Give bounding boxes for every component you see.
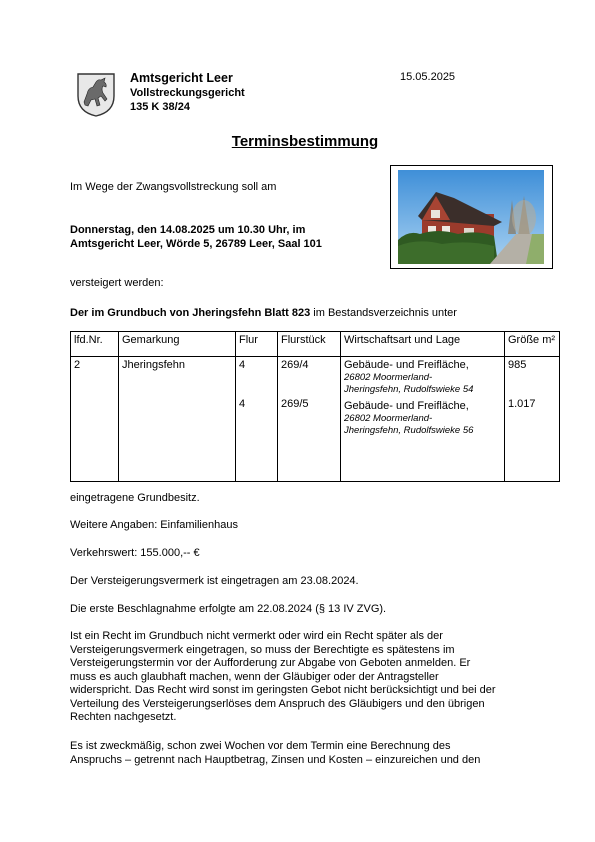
- property-table: [70, 331, 560, 482]
- col-header-lage: Wirtschaftsart und Lage: [341, 332, 505, 357]
- col-header-flur: Flur: [236, 332, 278, 357]
- cell-groesse: 985 1.017: [505, 357, 560, 482]
- property-photo-frame: [390, 165, 553, 269]
- col-header-groesse: Größe m²: [505, 332, 560, 357]
- seizure-note: Die erste Beschlagnahme erfolgte am 22.08.2024 (§ 13 IV ZVG).: [70, 603, 387, 615]
- court-department: Vollstreckungsgericht: [130, 87, 245, 99]
- auction-text: versteigert werden:: [70, 277, 164, 289]
- cell-flurstueck: 269/4 269/5: [278, 357, 341, 482]
- claim-paragraph: Es ist zweckmäßig, schon zwei Wochen vor dem Termin eine Berechnung des Anspruchs – getrennt nach Hauptbetrag, Zinsen und Kosten – einzureichen und den: [70, 740, 481, 766]
- intro-text: Im Wege der Zwangsvollstreckung soll am: [70, 181, 277, 193]
- house-photo: [398, 170, 544, 264]
- after-table-text: eingetragene Grundbesitz.: [70, 492, 200, 504]
- land-register-reference: Der im Grundbuch von Jheringsfehn Blatt 823: [70, 307, 311, 319]
- court-name: Amtsgericht Leer: [130, 71, 233, 85]
- appointment-location: Amtsgericht Leer, Wörde 5, 26789 Leer, Saal 101: [70, 238, 322, 250]
- col-header-flurstueck: Flurstück: [278, 332, 341, 357]
- cell-gemarkung: Jheringsfehn: [119, 357, 236, 482]
- further-details: Weitere Angaben: Einfamilienhaus: [70, 519, 238, 531]
- rights-paragraph: Ist ein Recht im Grundbuch nicht vermerkt oder wird ein Recht später als der Versteigerungsvermerk eingetragen, so muss der Berechtigte es spätestens im Versteigerungstermin vor der Aufforderung zur Abgabe von Geboten anmelden. Er muss es auch glaubhaft machen, wenn der Gläubiger oder der Antragsteller widerspricht. Das Recht wird sonst im geringsten Gebot nicht berücksichtigt und bei der Verteilung des Versteigerungserlöses dem Anspruch des Gläubigers und den übrigen Rechten nachgesetzt.: [70, 630, 496, 723]
- table-row: [71, 357, 560, 482]
- cell-flur: 4 4: [236, 357, 278, 482]
- col-header-nr: lfd.Nr.: [71, 332, 119, 357]
- market-value: Verkehrswert: 155.000,-- €: [70, 547, 200, 559]
- col-header-gemarkung: Gemarkung: [119, 332, 236, 357]
- case-number: 135 K 38/24: [130, 101, 190, 113]
- cell-lage: Gebäude- und Freifläche, 26802 Moormerland- Jheringsfehn, Rudolfswieke 54 Gebäude- und Freifläche, 26802 Moormerland- Jheringsfehn, Rudolfswieke 56: [341, 357, 505, 482]
- table-header-row: [71, 332, 560, 357]
- registration-note: Der Versteigerungsvermerk ist eingetragen am 23.08.2024.: [70, 575, 359, 587]
- appointment-date: Donnerstag, den 14.08.2025 um 10.30 Uhr, im: [70, 224, 306, 236]
- land-register-line: [70, 307, 457, 319]
- lower-saxony-horse-crest-icon: [76, 72, 116, 118]
- land-register-rest: im Bestandsverzeichnis unter: [310, 307, 457, 319]
- document-title: Terminsbestimmung: [231, 133, 379, 150]
- cell-nr: 2: [71, 357, 119, 482]
- document-date: 15.05.2025: [400, 71, 456, 83]
